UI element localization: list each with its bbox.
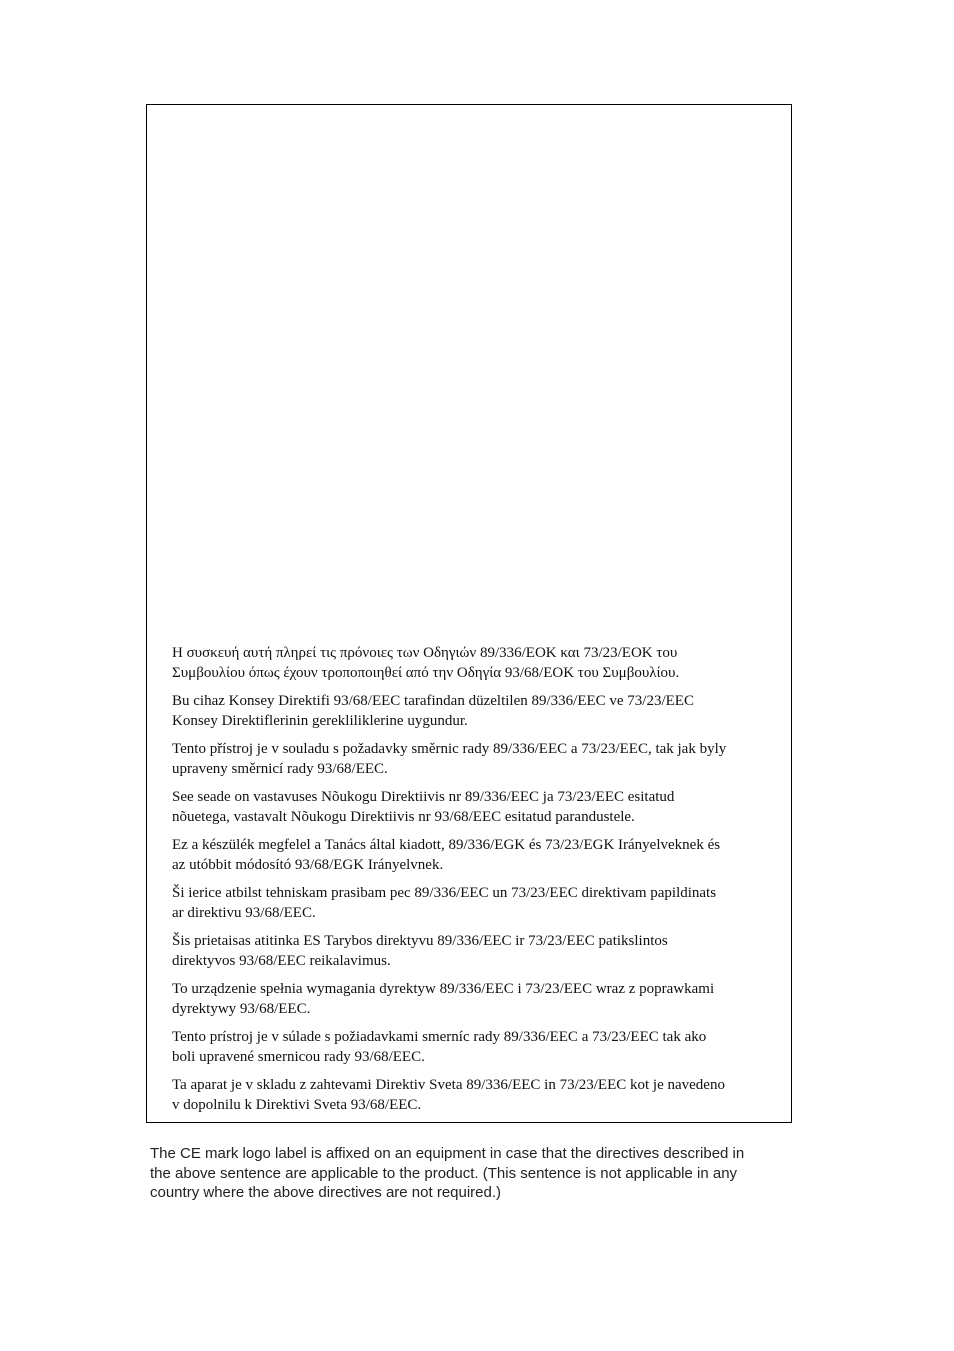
declaration-lithuanian: Šis prietaisas atitinka ES Tarybos direktyvu 89/336/EEC ir 73/23/EEC patikslintos direktyvos 93/68/EEC reikalavimus. bbox=[172, 933, 668, 969]
declaration-slovak: Tento prístroj je v súlade s požiadavkami smerníc rady 89/336/EEC a 73/23/EEC tak ako boli upravené smernicou rady 93/68/EEC. bbox=[172, 1029, 707, 1065]
declaration-czech: Tento přístroj je v souladu s požadavky směrnic rady 89/336/EEC a 73/23/EEC, tak jak byly upraveny směrnicí rady 93/68/EEC. bbox=[172, 741, 727, 777]
ce-mark-note: The CE mark logo label is affixed on an equipment in case that the directives described in the above sentence are applicable to the product. (This sentence is not applicable in any country where the above directives are not required.) bbox=[150, 1145, 745, 1201]
declaration-slovenian: Ta aparat je v skladu z zahtevami Direktiv Sveta 89/336/EEC in 73/23/EEC kot je navedeno v dopolnilu k Direktivi Sveta 93/68/EEC. bbox=[172, 1077, 725, 1113]
declaration-estonian: See seade on vastavuses Nõukogu Direktiivis nr 89/336/EEC ja 73/23/EEC esitatud nõuetega, vastavalt Nõukogu Direktiivis nr 93/68/EEC esitatud parandustele. bbox=[172, 789, 675, 825]
declaration-polish: To urządzenie spełnia wymagania dyrektyw 89/336/EEC i 73/23/EEC wraz z poprawkami dyrektywy 93/68/EEC. bbox=[172, 981, 715, 1017]
declaration-latvian: Ši ierice atbilst tehniskam prasibam pec 89/336/EEC un 73/23/EEC direktivam papildinats ar direktivu 93/68/EEC. bbox=[172, 885, 717, 921]
declaration-greek: Η συσκευή αυτή πληρεί τις πρόνοιες των Οδηγιών 89/336/ΕΟΚ και 73/23/ΕΟΚ του Συμβουλίου όπως έχουν τροποποιηθεί από την Οδηγία 93/68/ΕΟΚ του Συμβουλίου. bbox=[172, 645, 680, 681]
declaration-paragraphs bbox=[172, 643, 775, 1123]
declaration-hungarian: Ez a készülék megfelel a Tanács által kiadott, 89/336/EGK és 73/23/EGK Irányelveknek és az utóbbit módosító 93/68/EGK Irányelvnek. bbox=[172, 837, 721, 873]
declaration-box bbox=[146, 104, 792, 1123]
declaration-turkish: Bu cihaz Konsey Direktifi 93/68/EEC tarafindan düzeltilen 89/336/EEC ve 73/23/EEC Konsey Direktiflerinin gerekliliklerine uygundur. bbox=[172, 693, 694, 729]
